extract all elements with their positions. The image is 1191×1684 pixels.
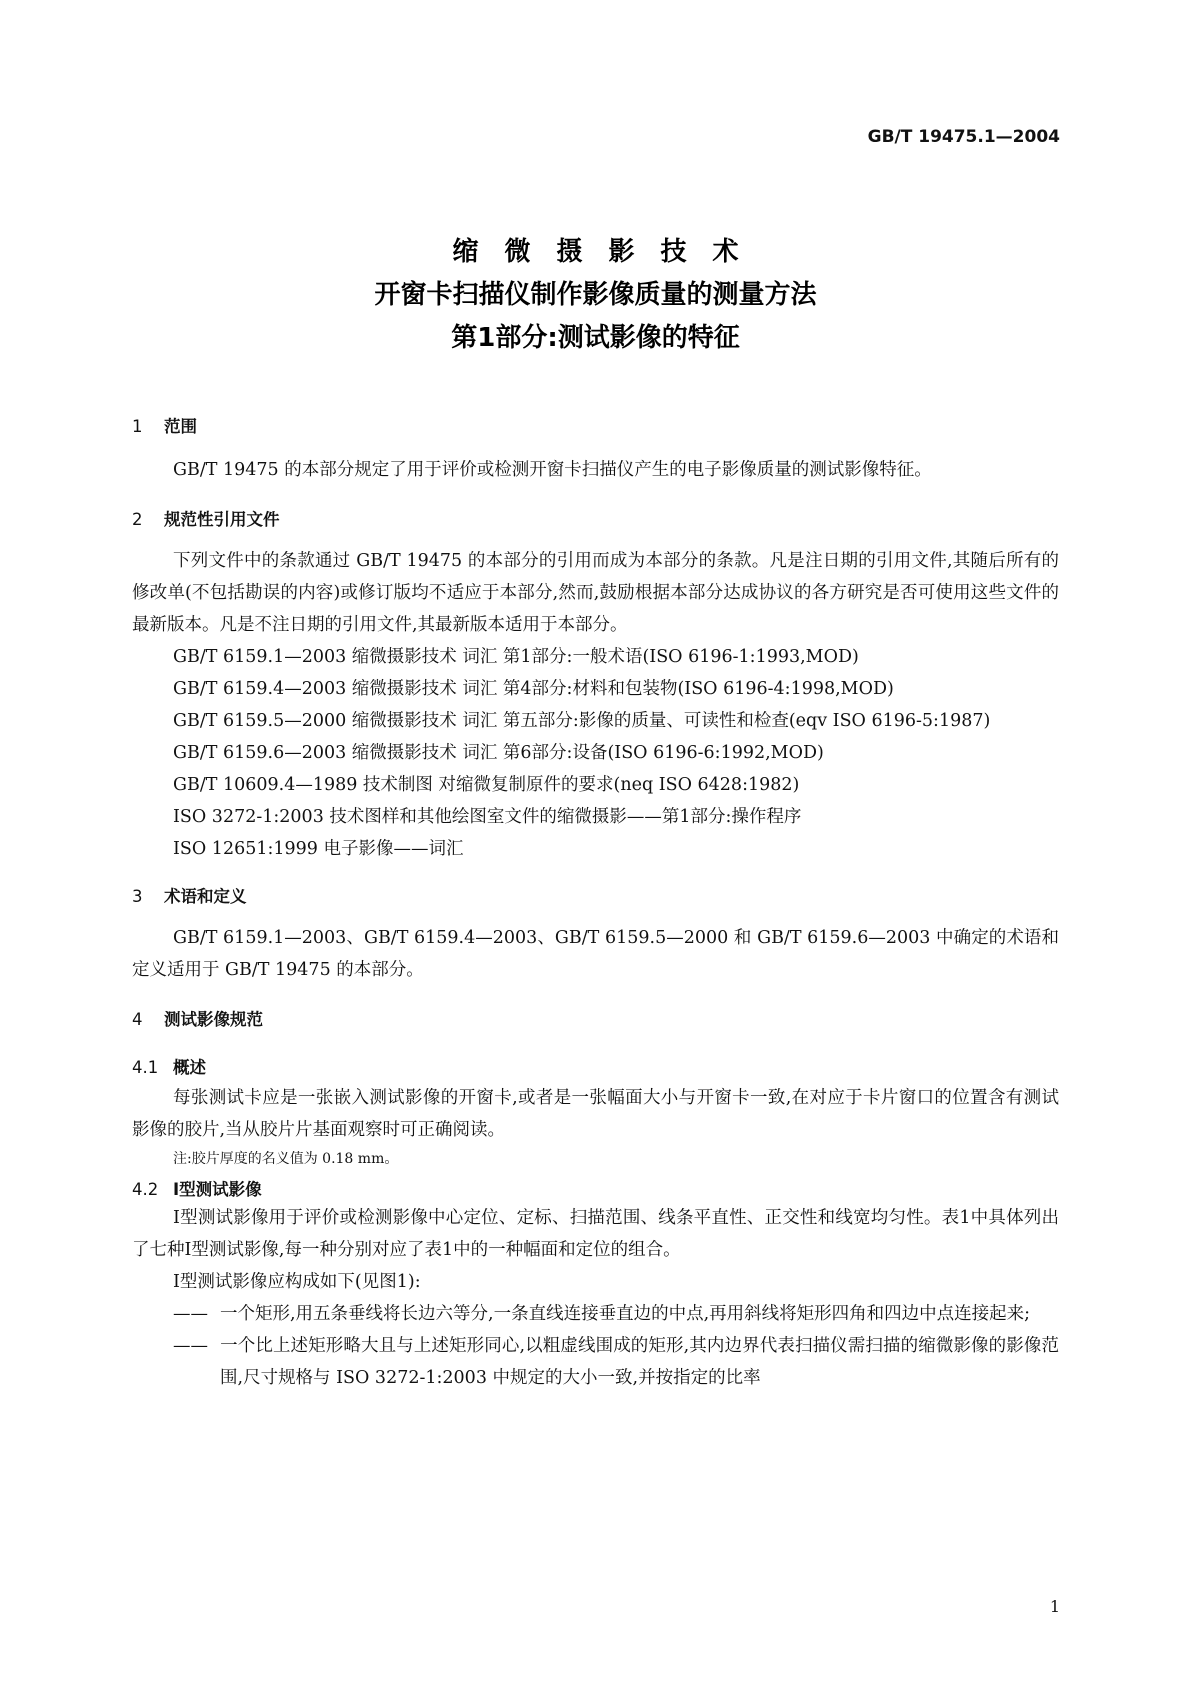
section-3-paragraph: GB/T 6159.1—2003、GB/T 6159.4—2003、GB/T 6159.5—2000 和 GB/T 6159.6—2003 中确定的术语和定义适用于 GB/T 19475 的本部分。 <box>132 928 1059 980</box>
section-4-1-heading <box>132 1054 1059 1078</box>
page-number: 1 <box>1049 1597 1060 1616</box>
reference-item: GB/T 6159.5—2000 缩微摄影技术 词汇 第五部分:影像的质量、可读性和检查(eqv ISO 6196-5:1987) <box>173 711 991 731</box>
section-number: 4 <box>132 1010 143 1029</box>
title-line-2: 开窗卡扫描仪制作影像质量的测量方法 <box>374 280 817 310</box>
title-line-3: 第1部分:测试影像的特征 <box>451 323 740 353</box>
reference-item: GB/T 6159.4—2003 缩微摄影技术 词汇 第4部分:材料和包装物(ISO 6196-4:1998,MOD) <box>173 679 894 699</box>
reference-item: GB/T 6159.1—2003 缩微摄影技术 词汇 第1部分:一般术语(ISO 6196-1:1993,MOD) <box>173 647 859 667</box>
standard-code: GB/T 19475.1—2004 <box>867 127 1060 147</box>
section-4-1-paragraph: 每张测试卡应是一张嵌入测试影像的开窗卡,或者是一张幅面大小与开窗卡一致,在对应于卡片窗口的位置含有测试影像的胶片,当从胶片片基面观察时可正确阅读。 <box>132 1088 1059 1140</box>
section-number: 1 <box>132 417 143 436</box>
reference-item: ISO 3272-1:2003 技术图样和其他绘图室文件的缩微摄影——第1部分:操作程序 <box>173 807 802 827</box>
title-line-1: 缩微摄影技术 <box>452 237 765 267</box>
section-title: 概述 <box>173 1058 206 1077</box>
section-number: 3 <box>132 887 143 906</box>
section-2-paragraph: 下列文件中的条款通过 GB/T 19475 的本部分的引用而成为本部分的条款。凡是注日期的引用文件,其随后所有的修改单(不包括勘误的内容)或修订版均不适应于本部分,然而,鼓励根据本部分达成协议的各方研究是否可使用这些文件的最新版本。凡是不注日期的引用文件,其最新版本适用于本部分。 <box>132 551 1059 635</box>
section-3-heading <box>132 883 1059 907</box>
document-body <box>132 413 1059 1394</box>
section-4-heading <box>132 1006 1059 1030</box>
section-2-heading <box>132 506 1059 530</box>
section-number: 2 <box>132 510 143 529</box>
section-title: 测试影像规范 <box>164 1010 263 1029</box>
reference-item: GB/T 10609.4—1989 技术制图 对缩微复制原件的要求(neq ISO 6428:1982) <box>173 775 800 795</box>
list-item: —— 一个矩形,用五条垂线将长边六等分,一条直线连接垂直边的中点,再用斜线将矩形四角和四边中点连接起来; <box>132 1298 1059 1330</box>
section-number: 4.1 <box>132 1058 159 1077</box>
section-4-2-paragraph: Ⅰ型测试影像用于评价或检测影像中心定位、定标、扫描范围、线条平直性、正交性和线宽均匀性。表1中具体列出了七种Ⅰ型测试影像,每一种分别对应了表1中的一种幅面和定位的组合。 <box>132 1208 1059 1260</box>
section-title: 范围 <box>164 417 197 436</box>
section-1-heading <box>132 413 1059 437</box>
section-title: Ⅰ型测试影像 <box>173 1180 262 1199</box>
reference-item: ISO 12651:1999 电子影像——词汇 <box>173 839 464 859</box>
list-item: —— 一个比上述矩形略大且与上述矩形同心,以粗虚线围成的矩形,其内边界代表扫描仪需扫描的缩微影像的影像范围,尺寸规格与 ISO 3272-1:2003 中规定的大小一致,并按指定的比率 <box>132 1330 1059 1394</box>
section-number: 4.2 <box>132 1180 159 1199</box>
note: 注:胶片厚度的名义值为 0.18 mm。 <box>173 1151 399 1167</box>
section-title: 术语和定义 <box>164 887 247 906</box>
section-1-paragraph: GB/T 19475 的本部分规定了用于评价或检测开窗卡扫描仪产生的电子影像质量的测试影像特征。 <box>173 460 932 480</box>
section-4-2-intro: Ⅰ型测试影像应构成如下(见图1): <box>173 1272 421 1292</box>
section-title: 规范性引用文件 <box>164 510 280 529</box>
section-4-2-heading <box>132 1176 1059 1200</box>
reference-item: GB/T 6159.6—2003 缩微摄影技术 词汇 第6部分:设备(ISO 6196-6:1992,MOD) <box>173 743 824 763</box>
